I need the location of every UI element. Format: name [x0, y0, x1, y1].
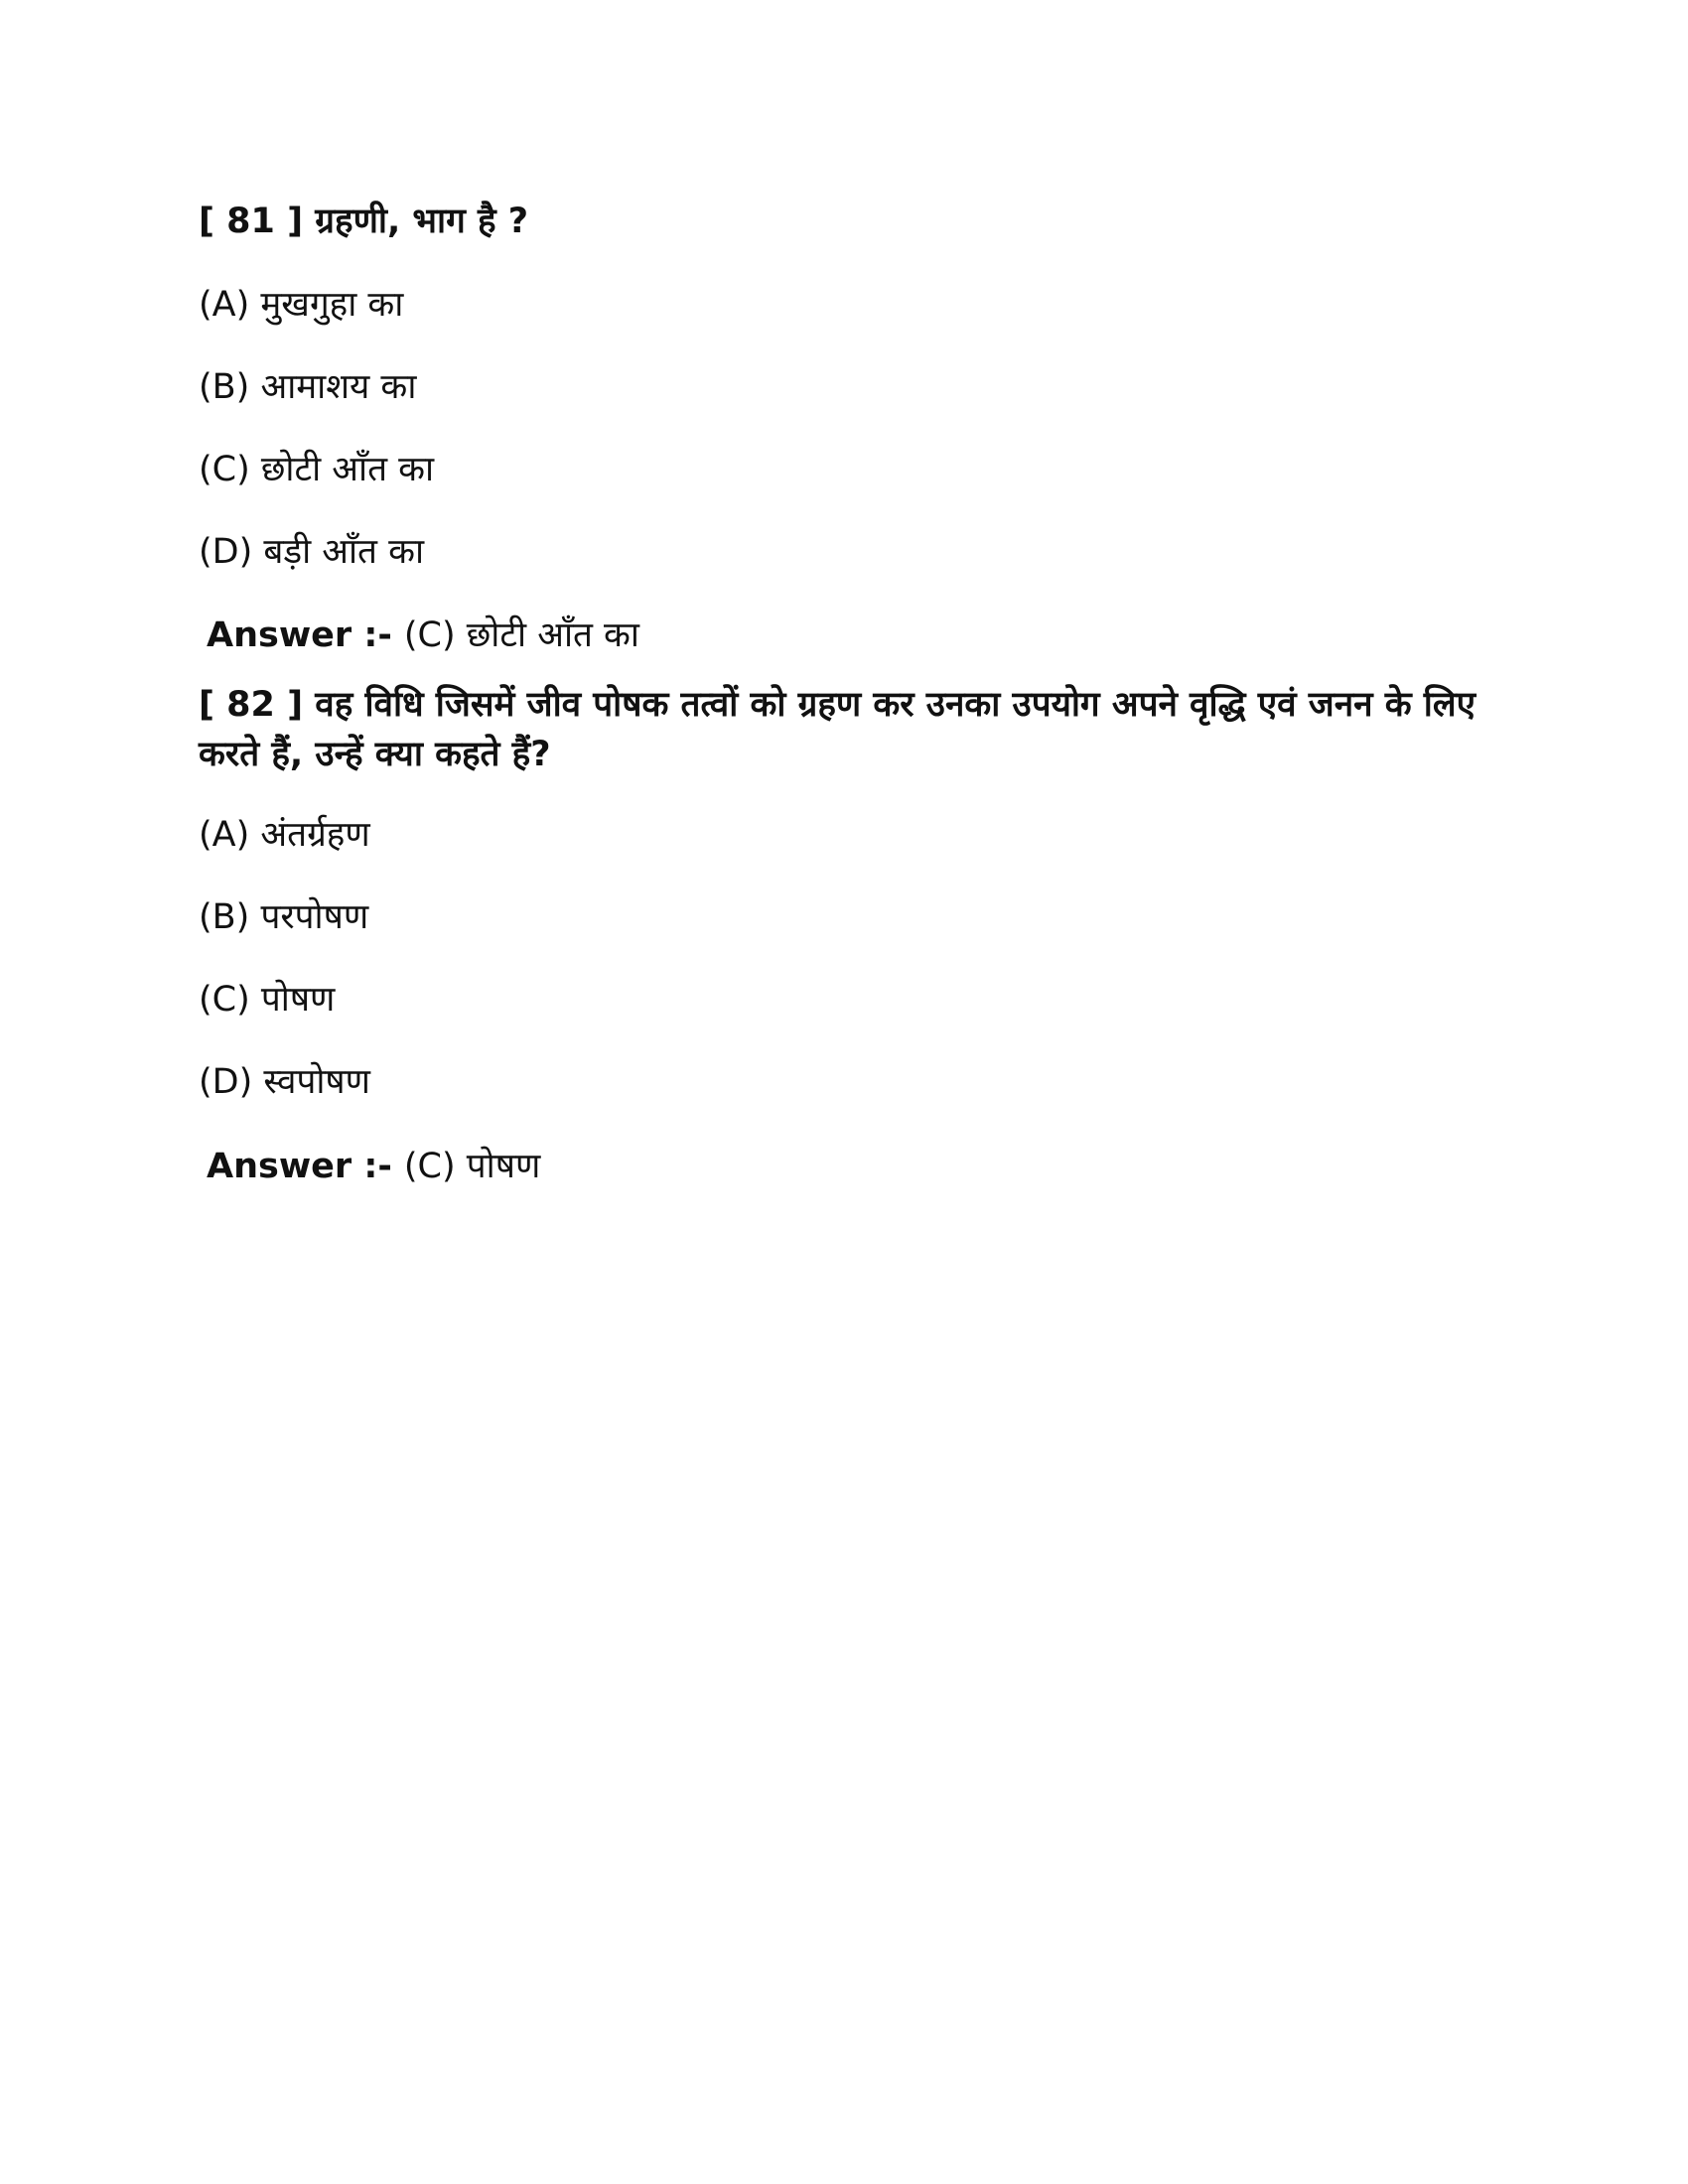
question-81-option-a: (A) मुखगुहा का: [199, 285, 404, 325]
question-81-option-d: (D) बड़ी आँत का: [199, 532, 425, 572]
question-82-title: [ 82 ] वह विधि जिसमें जीव पोषक तत्वों को ग्रहण कर उनका उपयोग अपने वृद्धि एवं जनन के लिए करते हैं, उन्हें क्या कहते हैं?: [199, 685, 1476, 774]
question-82-option-c: (C) पोषण: [199, 980, 336, 1020]
question-82-answer: [207, 1142, 540, 1191]
answer-value: (C) पोषण: [403, 1147, 541, 1186]
question-81-option-c: (C) छोटी आँत का: [199, 450, 435, 489]
answer-label: Answer :-: [207, 615, 392, 655]
question-81-title: [ 81 ] ग्रहणी, भाग है ?: [199, 202, 529, 241]
question-81-option-b: (B) आमाशय का: [199, 367, 417, 407]
question-82-option-a: (A) अंतर्ग्रहण: [199, 815, 370, 855]
answer-label: Answer :-: [207, 1147, 392, 1186]
question-82-option-d: (D) स्वपोषण: [199, 1062, 370, 1102]
question-82-option-b: (B) परपोषण: [199, 897, 369, 937]
question-81-answer: [207, 611, 639, 660]
answer-value: (C) छोटी आँत का: [403, 615, 639, 655]
